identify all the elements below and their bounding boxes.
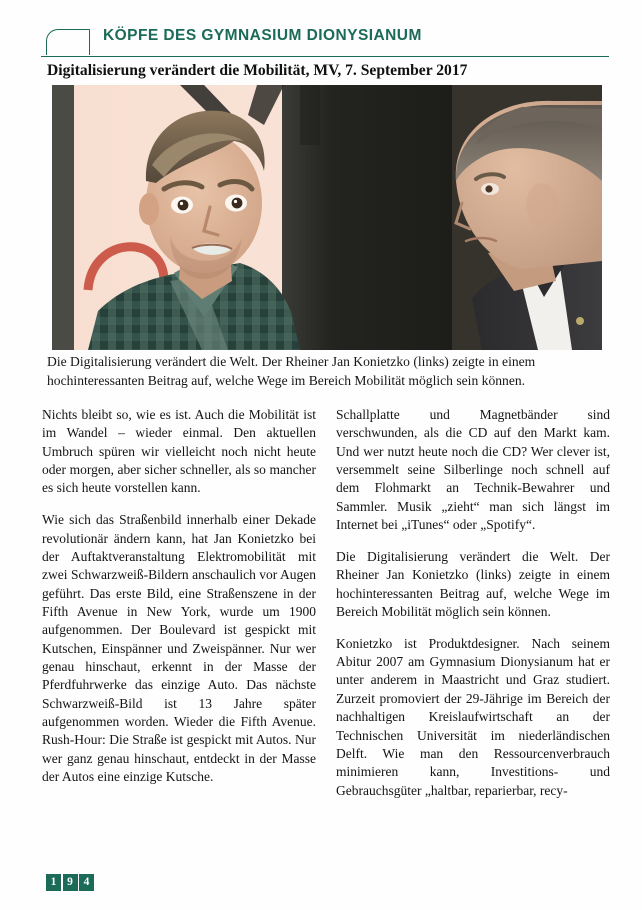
paragraph: Konietzko ist Produktdesigner. Nach seinem Abitur 2007 am Gymnasium Dionysianum hat er unter anderem in Maastricht und Graz studiert. Zurzeit promoviert der 29-Jährige im Bereich der nachhaltigen Kreislaufwirtschaft an der Technischen Universität im niederländischen Delft. Wie man den Ressourcenverbrauch minimieren kann, Investitions- und Gebrauchsgüter „haltbar, reparierbar, recy- bbox=[336, 635, 610, 798]
page-number-digit: 9 bbox=[63, 874, 78, 891]
paragraph: Schallplatte und Magnetbänder sind verschwunden, als die CD auf den Markt kam. Und wer nutzt heute noch die CD? Wer clever ist, versemmelt seine Silberlinge noch schnell auf dem Flohmarkt an Technik-Bewahrer und Sammler. Musik „zieht“ man sich längst im Internet bei „iTunes“ oder „Spotify“. bbox=[336, 407, 610, 533]
article-title: Digitalisierung verändert die Mobilität, MV, 7. September 2017 bbox=[47, 62, 468, 79]
photo-illustration bbox=[52, 85, 602, 350]
page-number-digit: 4 bbox=[79, 874, 94, 891]
page-number bbox=[46, 874, 94, 891]
paragraph: Die Digitalisierung verändert die Welt. Der Rheiner Jan Konietzko (links) zeigte in einem hochinteressanten Beitrag auf, welche Wege im Bereich Mobilität möglich sein können. bbox=[336, 548, 610, 619]
bracket-ornament-icon bbox=[46, 29, 90, 55]
body-column-left bbox=[42, 406, 316, 786]
paragraph: Wie sich das Straßenbild innerhalb einer Dekade revolutionär ändern kann, hat Jan Konietzko bei der Auftaktveranstaltung Elektromobilität mit zwei Schwarzweiß-Bildern anschaulich vor Augen geführt. Das erste Bild, eine Straßenszene in der Fifth Avenue in New York, wurde um 1900 aufgenommen. Der Boulevard ist gespickt mit Kutschen, Einspänner und Zweispänner. Nur wer genau hinschaut, erkennt in der Masse der Pferdfuhrwerke das einzige Auto. Das nächste Schwarzweiß-Bild ist 13 Jahre später aufgenommen worden. Wieder die Fifth Avenue. Rush-Hour: Die Straße ist gespickt mit Autos. Nur wer ganz genau hinschaut, entdeckt in der Masse der Autos eine einzige Kutsche. bbox=[42, 512, 316, 785]
photo-caption: Die Digitalisierung verändert die Welt. Der Rheiner Jan Konietzko (links) zeigte in einem hochinteressanten Beitrag auf, welche Wege im Bereich Mobilität möglich sein können. bbox=[47, 354, 536, 388]
masthead-divider bbox=[41, 56, 609, 57]
masthead-title: KÖPFE DES GYMNASIUM DIONYSIANUM bbox=[103, 27, 422, 44]
page-number-digit: 1 bbox=[46, 874, 61, 891]
article-photo bbox=[52, 85, 602, 350]
paragraph: Nichts bleibt so, wie es ist. Auch die Mobilität ist im Wandel – wieder einmal. Den aktuellen Umbruch spüren wir vielleicht noch nicht heute oder morgen, aber sicher schneller, als so mancher es sich heute vorstellen kann. bbox=[42, 407, 316, 496]
masthead bbox=[41, 27, 609, 57]
body-column-right bbox=[336, 406, 610, 800]
